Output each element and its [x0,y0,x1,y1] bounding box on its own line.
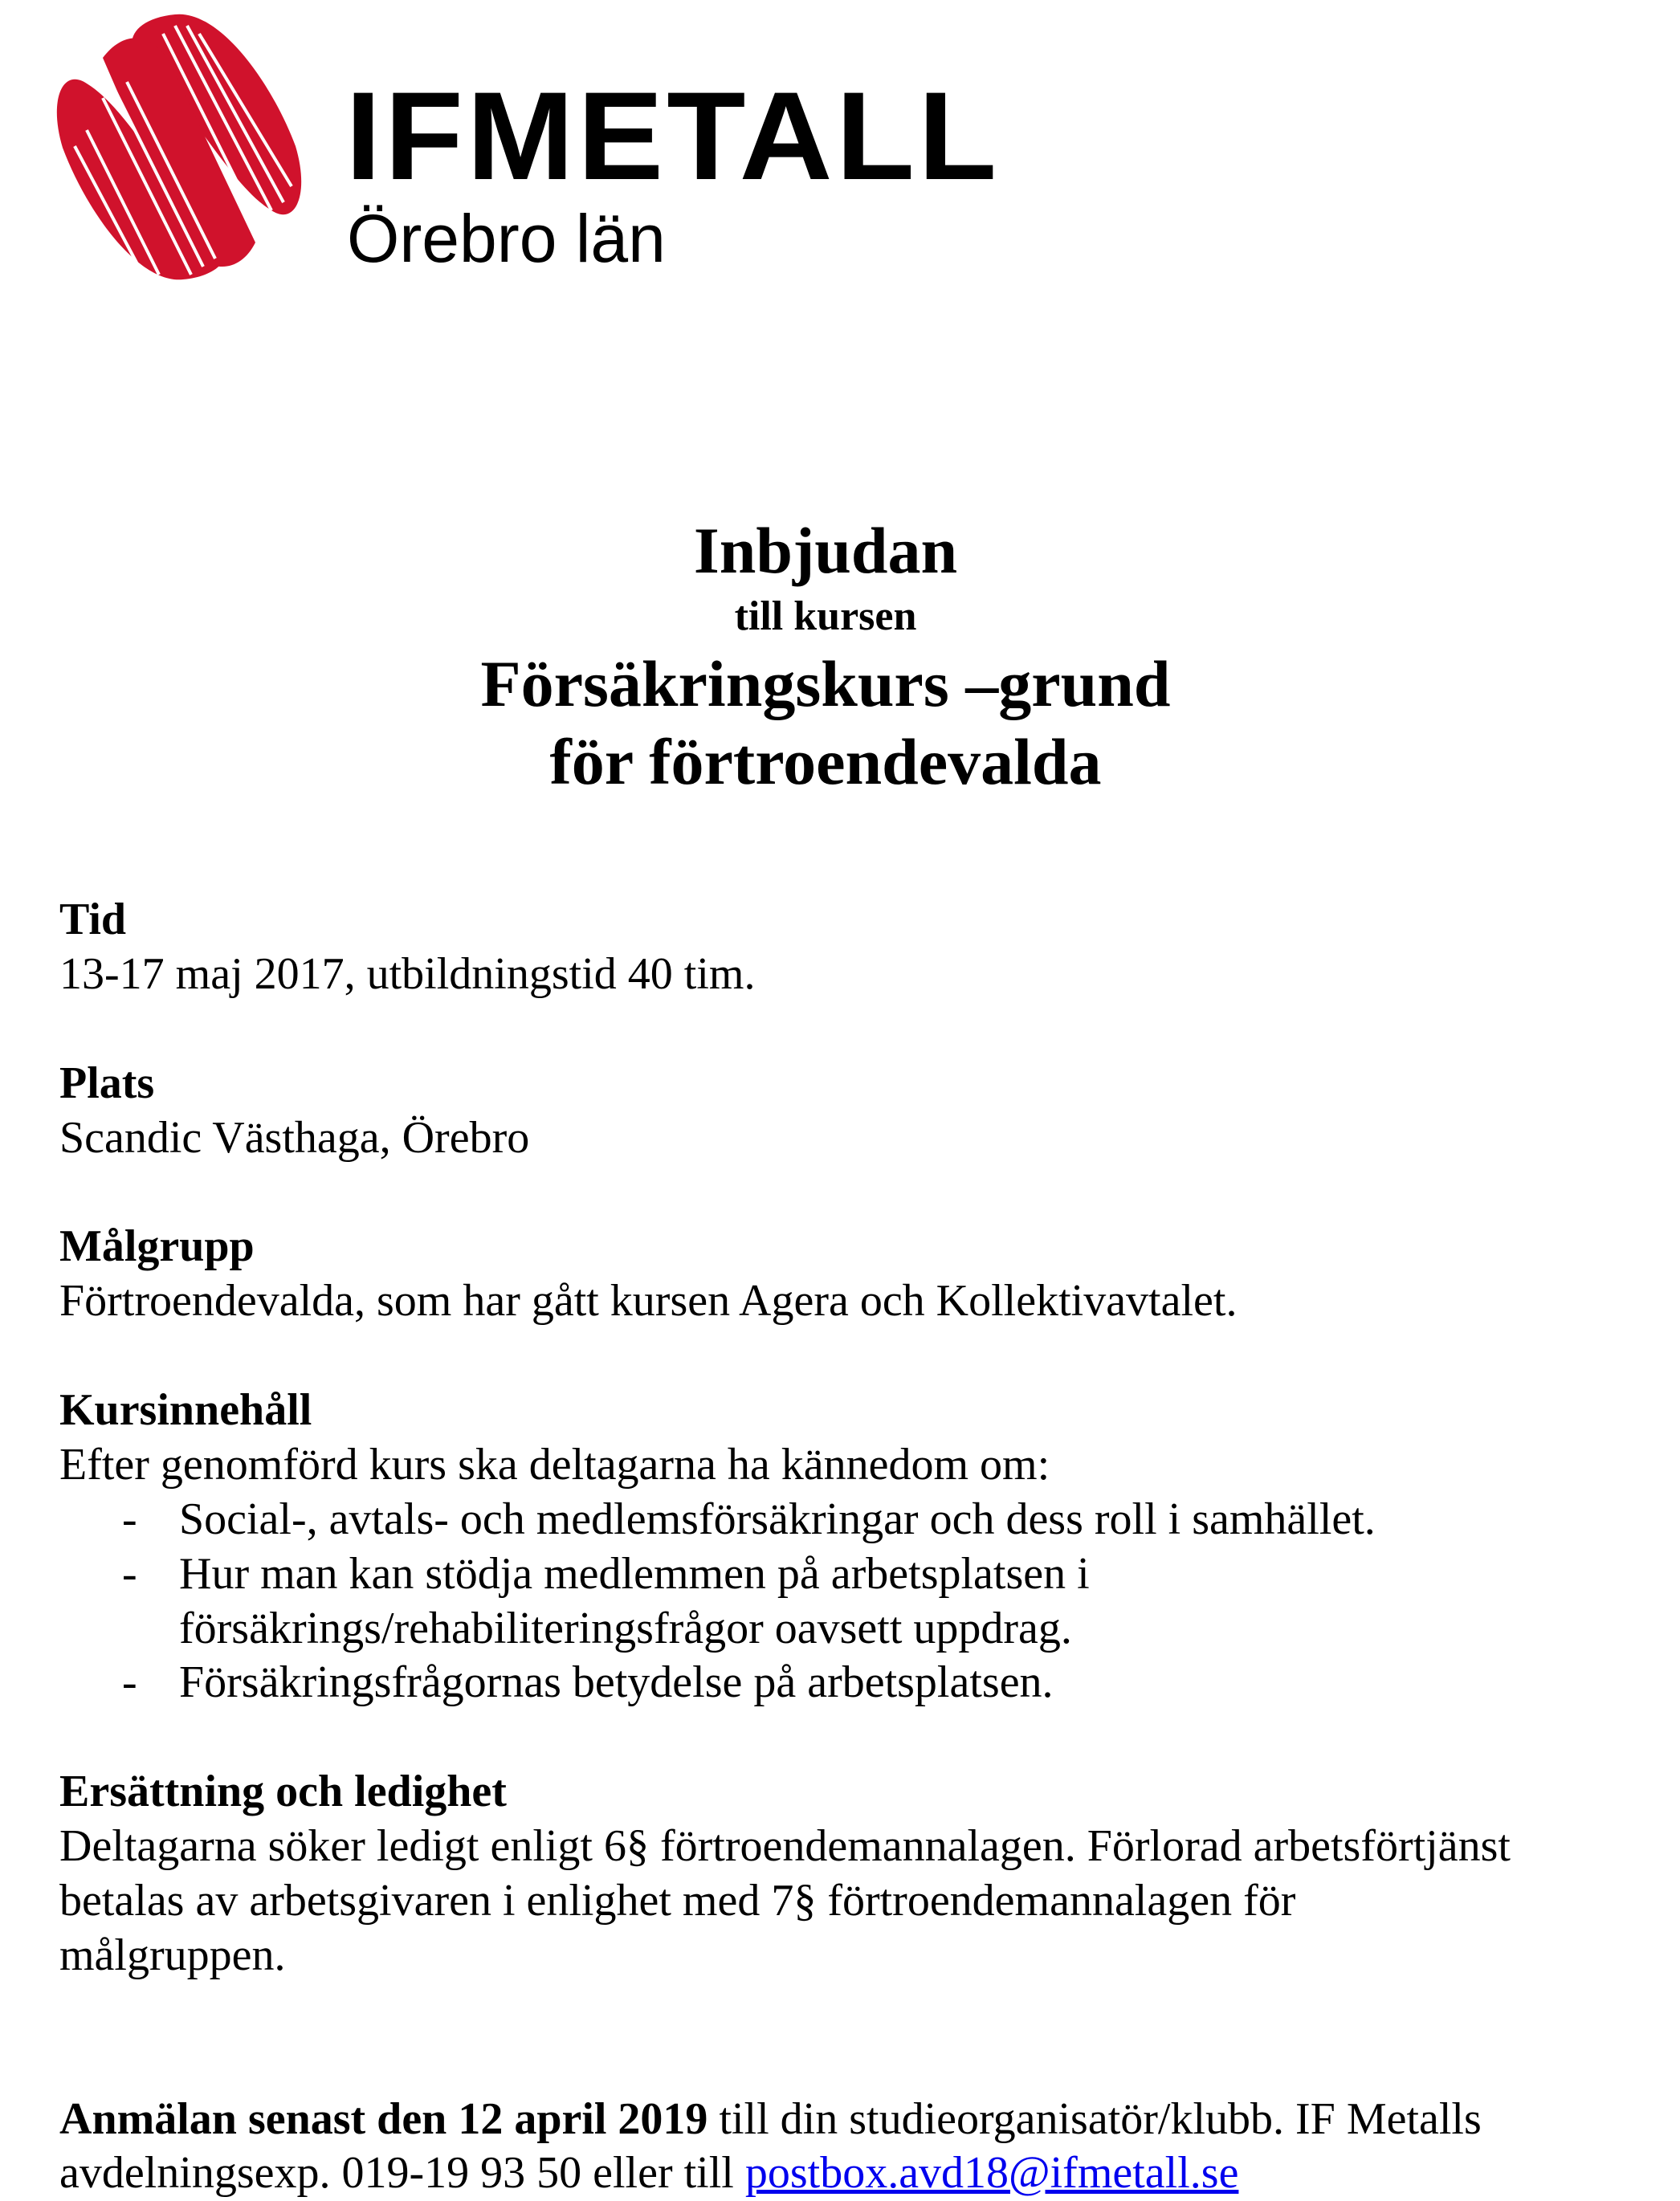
section-text-ersattning: målgruppen. [59,1930,286,1980]
section-heading-ersattning: Ersättning och ledighet [59,1767,507,1817]
course-title-line1: Försäkringskurs –grund [480,647,1171,720]
logo-region: Örebro län [347,201,666,276]
section-heading-malgrupp: Målgrupp [59,1221,255,1272]
list-item-continuation: försäkrings/rehabiliteringsfrågor oavsett uppdrag. [179,1603,1072,1653]
list-item: - Social-, avtals- och medlemsförsäkringar och dess roll i samhället. [59,1493,1511,1547]
section-heading-kursinnehall: Kursinnehåll [59,1385,312,1436]
section-heading-plats: Plats [59,1058,155,1108]
document-body [59,893,1511,2201]
section-text-tid: 13-17 maj 2017, utbildningstid 40 tim. [59,948,756,999]
dash-bullet-icon: - [122,1548,137,1599]
registration-deadline: Anmälan senast den 12 april 2019 [59,2093,708,2144]
dash-bullet-icon: - [122,1494,137,1544]
registration-line1: Anmälan senast den 12 april 2019 till din studieorganisatör/klubb. IF Metalls [59,2093,1482,2144]
list-item: - Hur man kan stödja medlemmen på arbetsplatsen i [59,1547,1511,1602]
invitation-heading: Inbjudan [693,514,958,587]
registration-line2: avdelningsexp. 019-19 93 50 eller till postbox.avd18@ifmetall.se [59,2148,1239,2199]
section-intro-kursinnehall: Efter genomförd kurs ska deltagarna ha kännedom om: [59,1439,1050,1490]
course-title-line2: för förtroendevalda [549,725,1102,798]
email-link[interactable]: postbox.avd18@ifmetall.se [744,2148,1239,2199]
logo-wordmark: IFMETALL [345,67,1001,206]
list-item: - Försäkringsfrågornas betydelse på arbetsplatsen. [59,1656,1511,1710]
invitation-subheading: till kursen [734,593,917,639]
section-text-ersattning: betalas av arbetsgivaren i enlighet med 7§ förtroendemannalagen för [59,1876,1296,1926]
section-text-malgrupp: Förtroendevalda, som har gått kursen Agera och Kollektivavtalet. [59,1276,1238,1327]
section-text-ersattning: Deltagarna söker ledigt enligt 6§ förtroendemannalagen. Förlorad arbetsförtjänst [59,1821,1511,1872]
section-text-plats: Scandic Västhaga, Örebro [59,1112,530,1163]
dash-bullet-icon: - [122,1657,137,1708]
if-metall-logo-icon [55,10,304,284]
section-heading-tid: Tid [59,895,127,944]
